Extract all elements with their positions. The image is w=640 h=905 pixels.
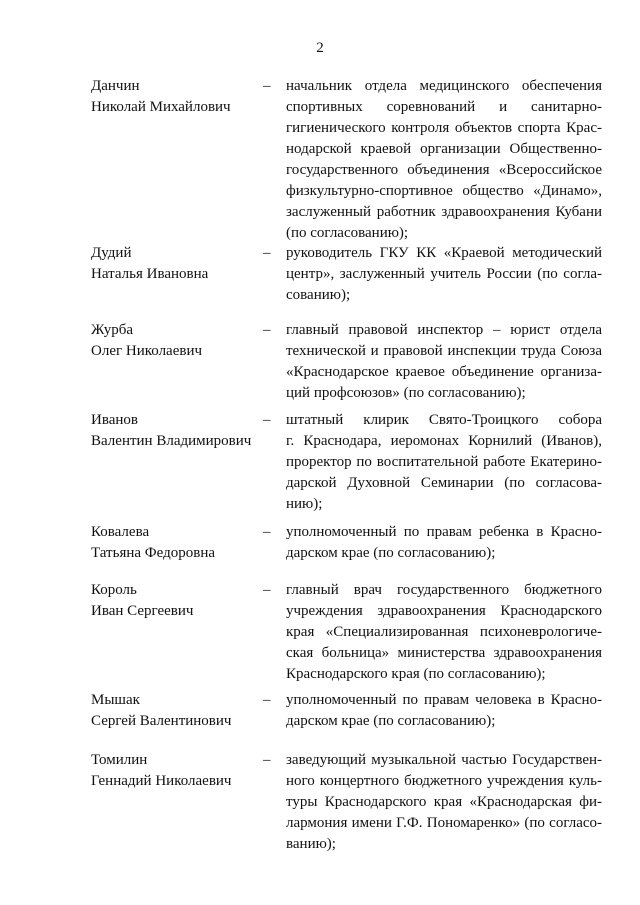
entry-dash: – <box>263 524 271 540</box>
member-surname: Ковалева <box>91 524 150 540</box>
position-line: дарской Духовной Семинарии (по согласова- <box>286 475 602 491</box>
position-line: г. Краснодара, иеромонах Корнилий (Иванов), <box>286 433 602 449</box>
member-position <box>286 690 602 732</box>
member-position <box>286 320 602 404</box>
position-line: ская больница» министерства здравоохранения <box>286 645 602 661</box>
position-line: физкультурно-спортивное общество «Динамо», <box>286 183 602 199</box>
position-line: государственного объединения «Всероссийское <box>286 162 602 178</box>
position-line: нию); <box>286 496 323 512</box>
position-line: дарском крае (по согласованию); <box>286 545 496 561</box>
entry-dash: – <box>263 752 271 768</box>
member-surname: Журба <box>91 322 133 338</box>
position-line: (по согласованию); <box>286 225 409 241</box>
page-number: 2 <box>316 40 324 56</box>
position-line: уполномоченный по правам ребенка в Красно- <box>286 524 602 540</box>
position-line: главный правовой инспектор – юрист отдела <box>286 322 602 338</box>
position-line: края «Специализированная психоневрологиче- <box>286 624 602 640</box>
member-position <box>286 243 602 306</box>
member-name <box>91 690 261 732</box>
member-position <box>286 580 602 685</box>
position-line: ций профсоюзов» (по согласованию); <box>286 385 526 401</box>
position-line: Краснодарского края (по согласованию); <box>286 666 546 682</box>
member-given-names: Иван Сергеевич <box>91 603 194 619</box>
member-surname: Данчин <box>91 78 140 94</box>
entry-dash: – <box>263 692 271 708</box>
member-name <box>91 580 261 622</box>
entry-dash: – <box>263 412 271 428</box>
member-surname: Мышак <box>91 692 140 708</box>
position-line: руководитель ГКУ КК «Краевой методический <box>286 245 602 261</box>
member-given-names: Николай Михайлович <box>91 99 231 115</box>
member-name <box>91 76 261 118</box>
position-line: нодарской краевой организации Общественно- <box>286 141 602 157</box>
member-position <box>286 76 602 244</box>
position-line: проректор по воспитательной работе Екатерино- <box>286 454 602 470</box>
position-line: технической и правовой инспекции труда Союза <box>286 343 602 359</box>
member-given-names: Наталья Ивановна <box>91 266 209 282</box>
position-line: ного концертного бюджетного учреждения куль- <box>286 773 602 789</box>
member-given-names: Татьяна Федоровна <box>91 545 215 561</box>
member-surname: Дудий <box>91 245 132 261</box>
entry-dash: – <box>263 322 271 338</box>
member-position <box>286 750 602 855</box>
position-line: «Краснодарское краевое объединение организа- <box>286 364 602 380</box>
position-line: гигиенического контроля объектов спорта Крас- <box>286 120 602 136</box>
position-line: сованию); <box>286 287 351 303</box>
entry-dash: – <box>263 78 271 94</box>
position-line: штатный клирик Свято-Троицкого собора <box>286 412 602 428</box>
position-line: центр», заслуженный учитель России (по согла- <box>286 266 602 282</box>
member-surname: Король <box>91 582 137 598</box>
member-name <box>91 243 261 285</box>
member-given-names: Олег Николаевич <box>91 343 203 359</box>
member-name <box>91 522 261 564</box>
position-line: заведующий музыкальной частью Государствен- <box>286 752 602 768</box>
position-line: начальник отдела медицинского обеспечения <box>286 78 602 94</box>
position-line: ванию); <box>286 836 336 852</box>
member-given-names: Геннадий Николаевич <box>91 773 232 789</box>
member-surname: Томилин <box>91 752 148 768</box>
position-line: дарском крае (по согласованию); <box>286 713 496 729</box>
position-line: учреждения здравоохранения Краснодарского <box>286 603 602 619</box>
position-line: главный врач государственного бюджетного <box>286 582 602 598</box>
member-name <box>91 320 261 362</box>
entry-dash: – <box>263 245 271 261</box>
position-line: туры Краснодарского края «Краснодарская фи- <box>286 794 602 810</box>
member-given-names: Сергей Валентинович <box>91 713 232 729</box>
member-given-names: Валентин Владимирович <box>91 433 252 449</box>
member-surname: Иванов <box>91 412 138 428</box>
position-line: заслуженный работник здравоохранения Кубани <box>286 204 602 220</box>
member-position <box>286 410 602 515</box>
position-line: спортивных соревнований и санитарно- <box>286 99 602 115</box>
entry-dash: – <box>263 582 271 598</box>
position-line: лармония имени Г.Ф. Пономаренко» (по согласо- <box>286 815 602 831</box>
member-name <box>91 750 261 792</box>
member-position <box>286 522 602 564</box>
member-name <box>91 410 261 452</box>
position-line: уполномоченный по правам человека в Красно- <box>286 692 602 708</box>
